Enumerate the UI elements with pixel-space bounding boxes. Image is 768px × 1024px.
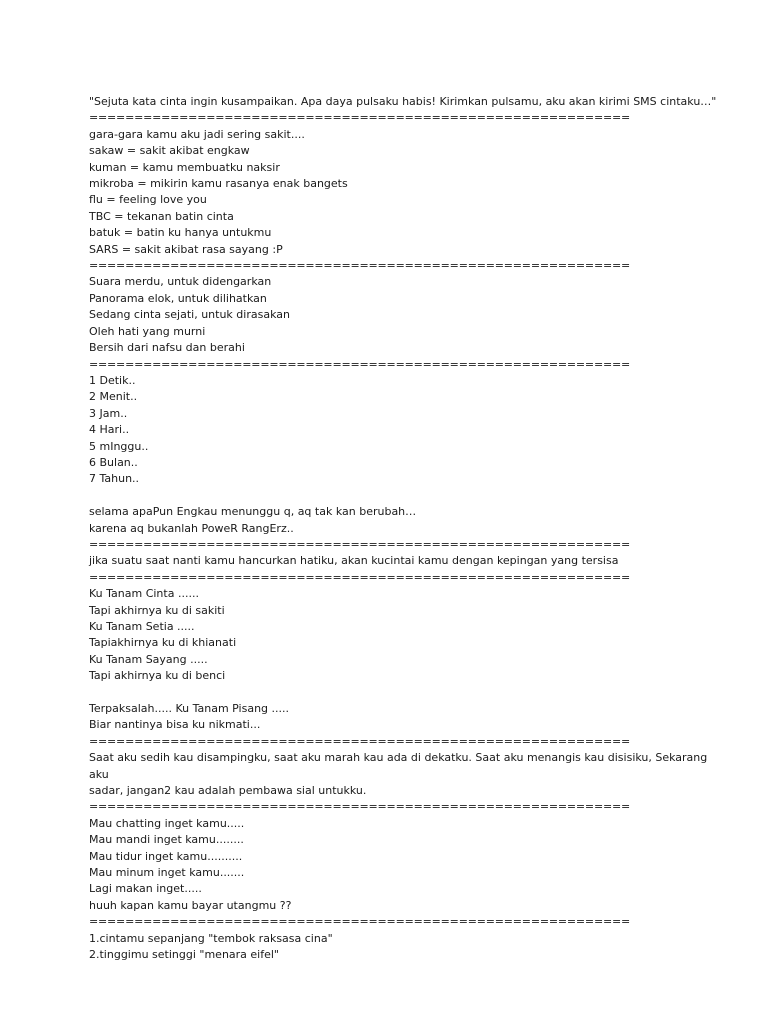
text-line: karena aq bukanlah PoweR RangErz..: [89, 521, 294, 535]
text-line: 1.cintamu sepanjang "tembok raksasa cina": [89, 931, 333, 945]
text-line: kuman = kamu membuatku naksir: [89, 160, 280, 174]
text-line: Terpaksalah..... Ku Tanam Pisang .....: [89, 702, 290, 715]
text-line: Saat aku sedih kau disampingku, saat aku marah kau ada di dekatku. Saat aku menangis kau disisiku, Sekarang aku: [89, 751, 711, 781]
text-line: Ku Tanam Cinta ......: [89, 587, 199, 601]
separator-line: ============================================================: [89, 537, 631, 551]
text-line: 1 Detik..: [89, 373, 136, 387]
text-line: 5 mInggu..: [89, 439, 149, 453]
text-line: TBC = tekanan batin cinta: [89, 209, 234, 223]
text-line: jika suatu saat nanti kamu hancurkan hatiku, akan kucintai kamu dengan kepingan yang tersisa: [89, 554, 619, 568]
text-line: 3 Jam..: [89, 406, 128, 420]
separator-line: ============================================================: [89, 570, 631, 584]
text-line: huuh kapan kamu bayar utangmu ??: [89, 898, 292, 912]
text-line: Mau mandi inget kamu........: [89, 833, 244, 847]
separator-line: ============================================================: [89, 259, 631, 273]
text-line: selama apaPun Engkau menunggu q, aq tak kan berubah…: [89, 505, 417, 519]
text-line: sakaw = sakit akibat engkaw: [89, 144, 250, 158]
text-line: "Sejuta kata cinta ingin kusampaikan. Apa daya pulsaku habis! Kirimkan pulsamu, aku akan kirimi SMS cintaku…": [89, 95, 717, 108]
separator-line: ============================================================: [89, 800, 631, 814]
separator-line: ============================================================: [89, 111, 631, 125]
text-line: 6 Bulan..: [89, 455, 138, 469]
text-line: 7 Tahun..: [89, 472, 140, 486]
text-line: Oleh hati yang murni: [89, 324, 206, 338]
text-line: Mau tidur inget kamu..........: [89, 849, 243, 863]
text-line: 2 Menit..: [89, 390, 138, 404]
text-line: sadar, jangan2 kau adalah pembawa sial untukku.: [89, 784, 367, 798]
text-line: Biar nantinya bisa ku nikmati...: [89, 718, 261, 732]
text-line: Ku Tanam Setia .....: [89, 619, 195, 633]
text-line: 4 Hari..: [89, 423, 130, 437]
separator-line: ============================================================: [89, 357, 631, 371]
blank-line: [89, 488, 729, 504]
text-line: Tapi akhirnya ku di benci: [89, 669, 226, 683]
text-line: Tapi akhirnya ku di sakiti: [89, 603, 225, 617]
text-line: Tapiakhirnya ku di khianati: [89, 636, 237, 650]
separator-line: ============================================================: [89, 734, 631, 748]
blank-line: [89, 685, 729, 701]
text-line: Suara merdu, untuk didengarkan: [89, 275, 272, 289]
text-line: Bersih dari nafsu dan berahi: [89, 341, 245, 355]
text-line: Ku Tanam Sayang .....: [89, 652, 208, 666]
separator-line: ============================================================: [89, 915, 631, 929]
text-line: Mau minum inget kamu.......: [89, 866, 245, 880]
text-line: mikroba = mikirin kamu rasanya enak bangets: [89, 177, 348, 191]
text-line: Sedang cinta sejati, untuk dirasakan: [89, 308, 290, 322]
text-line: SARS = sakit akibat rasa sayang :P: [89, 242, 283, 256]
text-line: 2.tinggimu setinggi "menara eifel": [89, 948, 279, 962]
text-line: batuk = batin ku hanya untukmu: [89, 226, 272, 240]
text-line: flu = feeling love you: [89, 193, 207, 207]
text-line: Mau chatting inget kamu.....: [89, 816, 245, 830]
text-line: gara-gara kamu aku jadi sering sakit....: [89, 127, 305, 141]
text-line: Lagi makan inget.....: [89, 882, 202, 896]
text-line: Panorama elok, untuk dilihatkan: [89, 291, 267, 305]
document-body: [89, 94, 729, 964]
